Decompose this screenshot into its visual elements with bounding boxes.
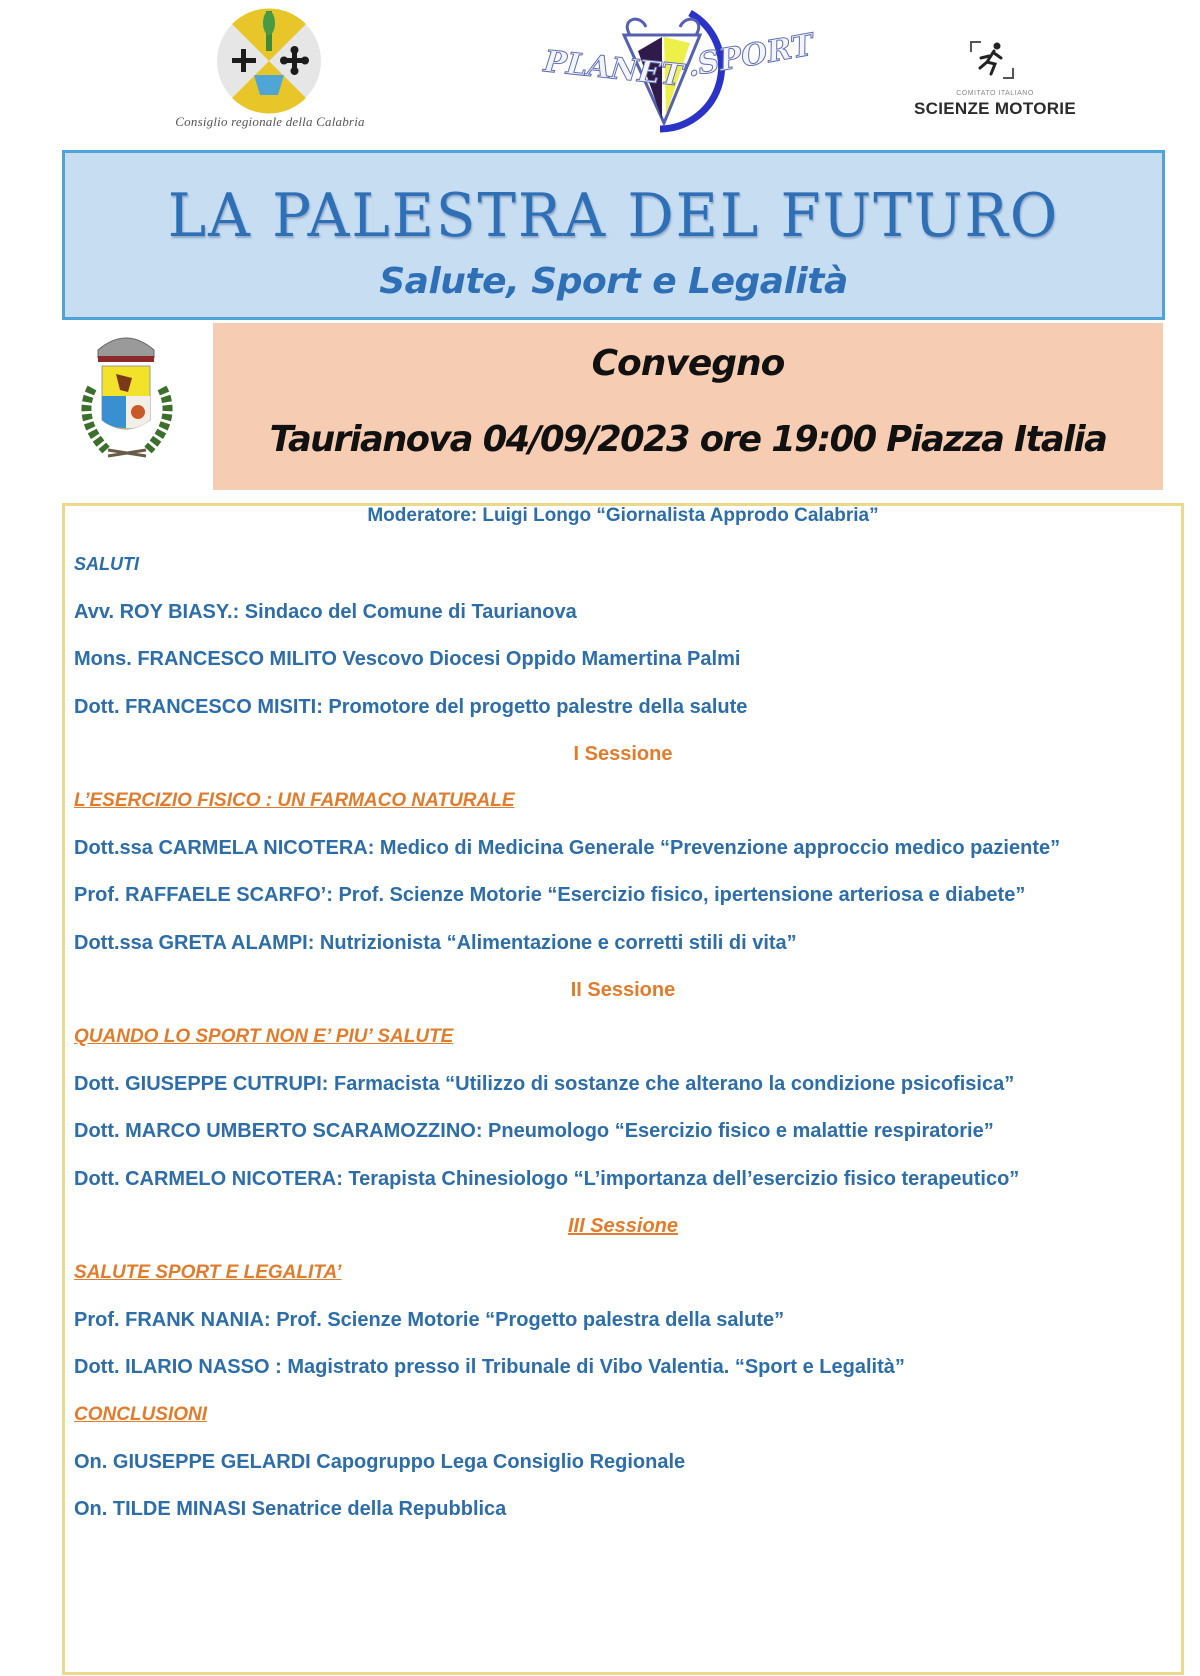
program-item: Dott.ssa CARMELA NICOTERA: Medico di Medicina Generale “Prevenzione approccio medico paziente” <box>74 837 1061 859</box>
program-item: Prof. RAFFAELE SCARFO’: Prof. Scienze Motorie “Esercizio fisico, ipertensione arteriosa e diabete” <box>74 884 1026 906</box>
session-topic: CONCLUSIONI <box>74 1404 207 1425</box>
event-details: Taurianova 04/09/2023 ore 19:00 Piazza Italia <box>269 419 1107 460</box>
program-item: Dott. FRANCESCO MISITI: Promotore del progetto palestre della salute <box>74 696 748 718</box>
program-item: Dott. ILARIO NASSO : Magistrato presso il Tribunale di Vibo Valentia. “Sport e Legalità” <box>74 1356 905 1378</box>
scienze-small-caption: COMITATO ITALIANO <box>956 90 1034 97</box>
program-item: Mons. FRANCESCO MILITO Vescovo Diocesi Oppido Mamertina Palmi <box>74 648 741 670</box>
scienze-motorie-logo <box>895 38 1095 128</box>
session-topic: L’ESERCIZIO FISICO : UN FARMACO NATURALE <box>74 790 515 811</box>
program-item: Prof. FRANK NANIA: Prof. Scienze Motorie “Progetto palestra della salute” <box>74 1309 785 1331</box>
page-title: LA PALESTRA DEL FUTURO <box>167 181 1060 251</box>
event-banner <box>213 323 1163 490</box>
running-man-icon <box>967 38 1017 82</box>
page-subtitle: Salute, Sport e Legalità <box>379 261 848 302</box>
program-item: On. TILDE MINASI Senatrice della Repubblica <box>74 1498 507 1520</box>
planet-sport-icon <box>540 5 817 133</box>
coat-of-arms-icon <box>62 328 192 468</box>
calabria-seal-logo <box>210 5 328 117</box>
program-item: Dott. MARCO UMBERTO SCARAMOZZINO: Pneumologo “Esercizio fisico e malattie respiratorie” <box>74 1120 994 1142</box>
session-topic: QUANDO LO SPORT NON E’ PIU’ SALUTE <box>74 1026 454 1047</box>
session-topic: SALUTE SPORT E LEGALITA’ <box>74 1262 342 1283</box>
session-title: II Sessione <box>570 979 676 1001</box>
session-title: III Sessione <box>567 1215 679 1237</box>
session-title: I Sessione <box>573 743 673 765</box>
event-type: Convegno <box>591 343 785 384</box>
calabria-caption: Consiglio regionale della Calabria <box>175 114 365 129</box>
title-banner <box>62 150 1165 320</box>
calabria-seal-icon <box>210 5 328 117</box>
moderator: Moderatore: Luigi Longo “Giornalista Approdo Calabria” <box>367 505 879 526</box>
program-item: Dott.ssa GRETA ALAMPI: Nutrizionista “Alimentazione e corretti stili di vita” <box>74 932 797 954</box>
program-box <box>62 503 1184 1675</box>
section-heading: SALUTI <box>74 554 139 574</box>
sport-text: .SPORT <box>684 27 817 85</box>
scienze-caption: SCIENZE MOTORIE <box>914 99 1076 118</box>
taurianova-coat-of-arms <box>62 328 192 468</box>
planet-sport-logo <box>540 5 817 133</box>
program-item: Dott. GIUSEPPE CUTRUPI: Farmacista “Utilizzo di sostanze che alterano la condizione psicofisica” <box>74 1073 1015 1095</box>
program-item: On. GIUSEPPE GELARDI Capogruppo Lega Consiglio Regionale <box>74 1451 686 1473</box>
program-item: Avv. ROY BIASY.: Sindaco del Comune di Taurianova <box>74 601 577 623</box>
program-item: Dott. CARMELO NICOTERA: Terapista Chinesiologo “L’importanza dell’esercizio fisico terapeutico” <box>74 1168 1020 1190</box>
planet-text: PLANET <box>542 44 685 94</box>
